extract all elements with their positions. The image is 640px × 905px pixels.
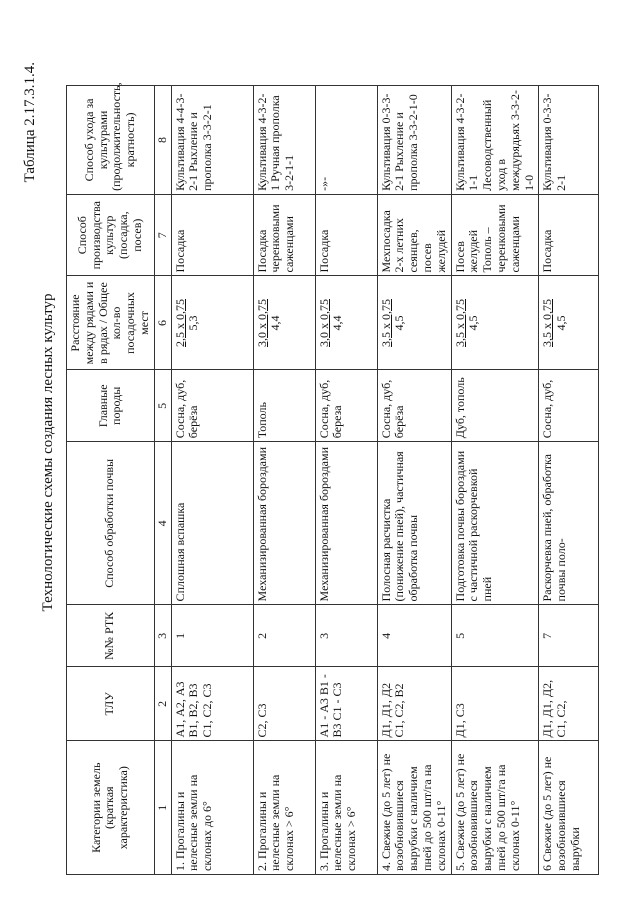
cell-species: Сосна, дуб, bbox=[539, 370, 599, 442]
cell-species: Сосна, дуб, берёза bbox=[377, 370, 451, 442]
cell-care: Культивация 4-3-2-1-1 Лесоводственный уход в междурядьях 3-3-2-1-0 bbox=[451, 86, 539, 195]
cell-rtk: 4 bbox=[377, 605, 451, 667]
cell-spacing bbox=[451, 276, 539, 370]
cell-category: 3. Прогалины и нелесные земли на склонах > 6° bbox=[315, 741, 377, 875]
spacing-value: 3,5 x 0,75 bbox=[378, 299, 393, 347]
total-value: 4,4 bbox=[268, 315, 283, 331]
cell-method: Посадка bbox=[171, 194, 253, 276]
spacing-value: 3,5 x 0,75 bbox=[540, 299, 555, 347]
cell-rtk: 3 bbox=[315, 605, 377, 667]
header-tlu: ТЛУ bbox=[67, 667, 155, 741]
cell-spacing bbox=[377, 276, 451, 370]
header-method: Способ производства культур (посадка, посев) bbox=[67, 194, 155, 276]
cell-care: Культивация 4-3-2-1 Ручная прополка 3-2-1-1 bbox=[253, 86, 315, 195]
total-value: 4,5 bbox=[466, 315, 481, 331]
col-number: 3 bbox=[154, 605, 171, 667]
cell-category: 1. Прогалины и нелесные земли на склонах до 6° bbox=[171, 741, 253, 875]
column-number-row bbox=[154, 86, 171, 875]
cell-soil: Механизированная бороздами bbox=[315, 442, 377, 605]
spacing-value: 3,5 x 0,75 bbox=[452, 299, 467, 347]
cell-tlu: Д1, С3 bbox=[451, 667, 539, 741]
cell-species: Тополь bbox=[253, 370, 315, 442]
cell-soil: Механизированная бороздами bbox=[253, 442, 315, 605]
table-title: Технологические схемы создания лесных культур bbox=[40, 293, 56, 612]
cell-spacing bbox=[315, 276, 377, 370]
cell-species: Дуб, тополь bbox=[451, 370, 539, 442]
cell-tlu: Д1, Д1, Д2 С1, С2, В2 bbox=[377, 667, 451, 741]
cell-category: 5. Свежие (до 5 лет) не возобновившиеся вырубки с наличием пней до 500 шт/га на склонах 0-11° bbox=[451, 741, 539, 875]
cell-method: Мехпосадка 2-х летних сеянцев, посев желудей bbox=[377, 194, 451, 276]
cell-category: 2. Прогалины и нелесные земли на склонах > 6° bbox=[253, 741, 315, 875]
cell-method: Посадка bbox=[315, 194, 377, 276]
total-value: 4,5 bbox=[554, 315, 569, 331]
cell-tlu: Д1, Д1, Д2, С1, С2, bbox=[539, 667, 599, 741]
table-caption: Таблица 2.17.3.1.4. bbox=[22, 62, 38, 183]
cell-rtk: 5 bbox=[451, 605, 539, 667]
cell-spacing bbox=[171, 276, 253, 370]
total-value: 4,5 bbox=[392, 315, 407, 331]
col-number: 8 bbox=[154, 86, 171, 195]
cell-rtk: 2 bbox=[253, 605, 315, 667]
cell-soil: Полосная расчистка (понижение пней), частичная обработка почвы bbox=[377, 442, 451, 605]
cell-soil: Сплошная вспашка bbox=[171, 442, 253, 605]
cell-species: Сосна, дуб, берёза bbox=[171, 370, 253, 442]
cell-tlu: А1, А2, А3 В1, В2, В3 С1, С2, С3 bbox=[171, 667, 253, 741]
spacing-value: 3,0 x 0,75 bbox=[316, 299, 331, 347]
header-species: Главные породы bbox=[67, 370, 155, 442]
cell-care: -»- bbox=[315, 86, 377, 195]
header-care: Способ ухода за культурами (продолжительность, кратность) bbox=[67, 86, 155, 195]
cell-care: Культивация 4-4-3-2-1 Рыхление и прополка 3-3-2-1 bbox=[171, 86, 253, 195]
cell-rtk: 1 bbox=[171, 605, 253, 667]
cell-spacing bbox=[539, 276, 599, 370]
table-row bbox=[377, 86, 451, 875]
col-number: 1 bbox=[154, 741, 171, 875]
col-number: 6 bbox=[154, 276, 171, 370]
header-category: Категории земель (краткая характеристика) bbox=[67, 741, 155, 875]
cell-tlu: С2, С3 bbox=[253, 667, 315, 741]
cell-care: Культивация 0-3-3-2-1 Рыхление и прополка 3-3-2-1-0 bbox=[377, 86, 451, 195]
cell-tlu: А1 - А3 В1 - В3 С1 - С3 bbox=[315, 667, 377, 741]
header-row bbox=[67, 86, 155, 875]
total-value: 4,4 bbox=[330, 315, 345, 331]
cell-method: Посадка bbox=[539, 194, 599, 276]
table-row bbox=[451, 86, 539, 875]
cell-species: Сосна, дуб, береза bbox=[315, 370, 377, 442]
col-number: 5 bbox=[154, 370, 171, 442]
table-row bbox=[315, 86, 377, 875]
cell-category: 4. Свежие (до 5 лет) не возобновившиеся вырубки с наличием пней до 500 шт/га на склонах 0-11° bbox=[377, 741, 451, 875]
header-rtk: №№ РТК bbox=[67, 605, 155, 667]
cell-method: Посев желудей Тополь – черенковыми саженцами bbox=[451, 194, 539, 276]
cell-category: 6 Свежие (до 5 лет) не возобновившиеся вырубки bbox=[539, 741, 599, 875]
col-number: 2 bbox=[154, 667, 171, 741]
header-soil: Способ обработки почвы bbox=[67, 442, 155, 605]
cell-soil: Подготовка почвы бороздами с частичной раскорчевкой пней bbox=[451, 442, 539, 605]
cell-spacing bbox=[253, 276, 315, 370]
table-row bbox=[539, 86, 599, 875]
spacing-value: 3,0 x 0,75 bbox=[254, 299, 269, 347]
table-row bbox=[253, 86, 315, 875]
cell-method: Посадка черенковыми саженцами bbox=[253, 194, 315, 276]
cell-rtk: 7 bbox=[539, 605, 599, 667]
spacing-value: 2,5 x 0,75 bbox=[172, 299, 187, 347]
technology-table bbox=[66, 82, 599, 875]
col-number: 4 bbox=[154, 442, 171, 605]
header-spacing: Расстояние между рядами и в рядах / Общее кол-во посадочных мест bbox=[67, 276, 155, 370]
col-number: 7 bbox=[154, 194, 171, 276]
cell-care: Культивация 0-3-3-2-1 bbox=[539, 86, 599, 195]
table-row bbox=[171, 86, 253, 875]
cell-soil: Раскорчевка пней, обработка почвы поло- bbox=[539, 442, 599, 605]
total-value: 5,3 bbox=[186, 315, 201, 331]
